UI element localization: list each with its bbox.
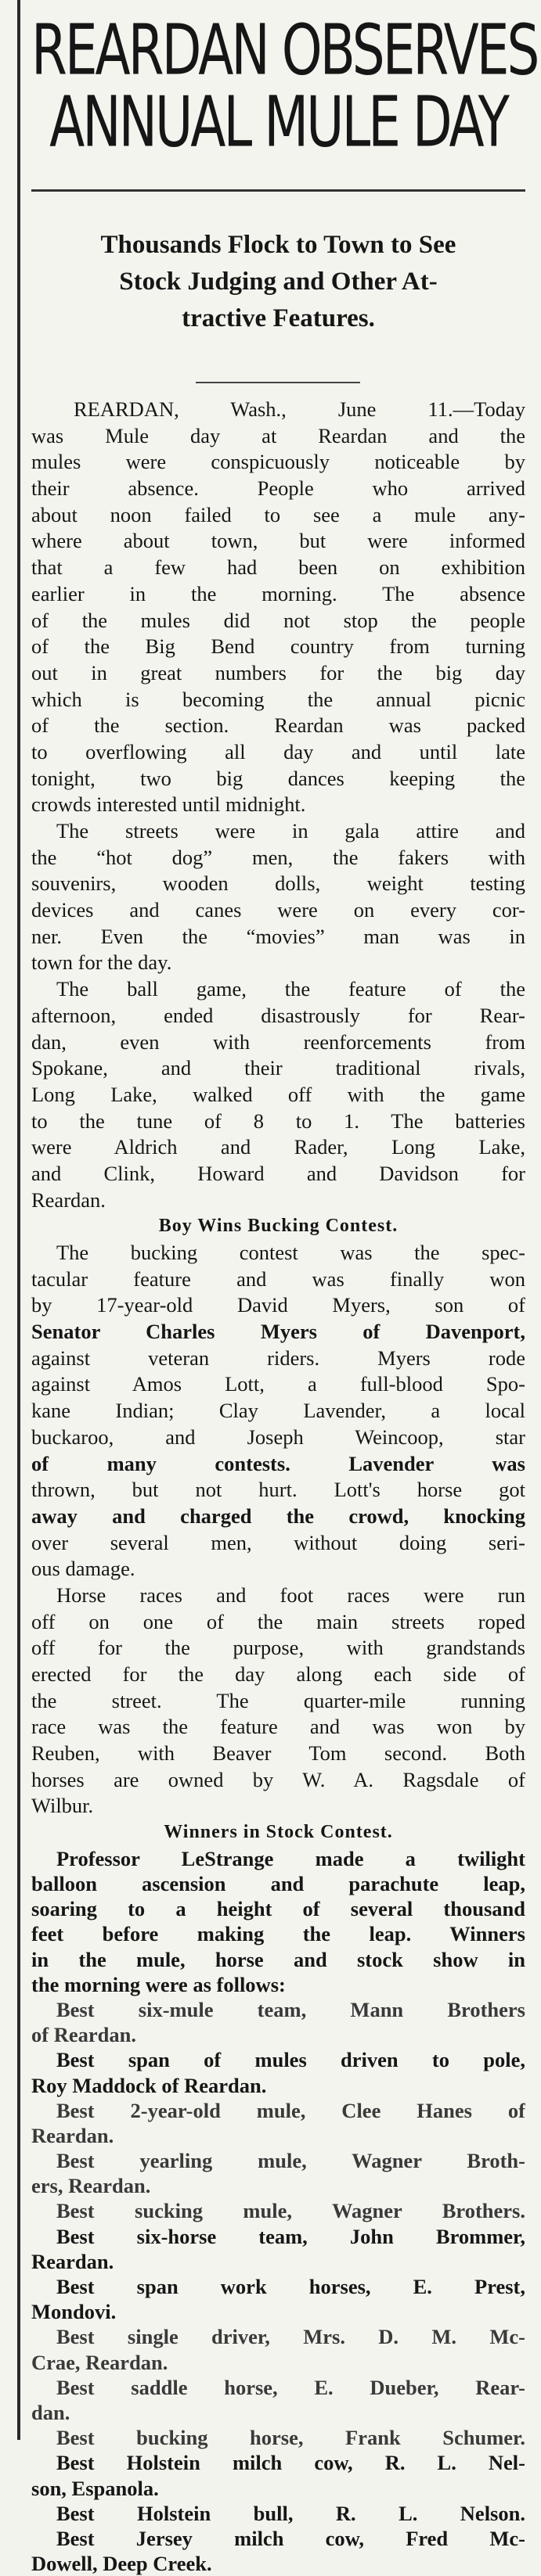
deck-line: Thousands Flock to Town to See: [100, 231, 456, 259]
body-line: soaring to a height of several thousand: [31, 1897, 525, 1921]
winner-entry: dan.: [31, 2400, 70, 2424]
winner-entry: Best Holstein milch cow, R. L. Nel-: [56, 2451, 525, 2475]
winner-entry: of Reardan.: [31, 2023, 136, 2047]
body-line: which is becoming the annual picnic: [31, 687, 525, 711]
winner-entry: Reardan.: [31, 2249, 114, 2273]
dateline: REARDAN, Wash., June 11.—Today: [74, 397, 525, 421]
winners-list: [31, 1846, 525, 2576]
winner-entry: Mondovi.: [31, 2300, 117, 2324]
headline-line-2: ANNUAL MULE DAY: [49, 81, 507, 163]
winner-entry: Best 2-year-old mule, Clee Hanes of: [56, 2098, 525, 2122]
body-line: The streets were in gala attire and: [56, 819, 525, 842]
subhead-bucking-contest: Boy Wins Bucking Contest.: [158, 1216, 399, 1237]
body-line: feet before making the leap. Winners: [31, 1922, 525, 1946]
body-line: souvenirs, wooden dolls, weight testing: [31, 871, 525, 896]
winner-entry: ers, Reardan.: [31, 2174, 151, 2198]
body-line: horses are owned by W. A. Ragsdale of: [31, 1767, 525, 1791]
body-line: crowds interested until midnight.: [31, 792, 306, 817]
body-line: Professor LeStrange made a twilight: [56, 1846, 525, 1870]
body-line: off on one of the main streets roped: [31, 1609, 525, 1633]
winner-entry: Best span of mules driven to pole,: [56, 2048, 525, 2072]
body-line: ous damage.: [31, 1557, 135, 1581]
body-line: where about town, but were informed: [31, 529, 525, 553]
subhead-stock-contest: Winners in Stock Contest.: [164, 1822, 393, 1843]
body-line: that a few had been on exhibition: [31, 555, 525, 580]
body-line: earlier in the morning. The absence: [31, 581, 525, 605]
body-line: ner. Even the “movies” man was in: [31, 924, 525, 948]
body-line: off for the purpose, with grandstands: [31, 1636, 525, 1660]
body-line: in the mule, horse and stock show in: [31, 1947, 525, 1971]
body-line: Reuben, with Beaver Tom second. Both: [31, 1741, 525, 1766]
body-line: the morning were as follows:: [31, 1972, 286, 1996]
headline-divider: [31, 189, 525, 192]
winner-entry: Best Jersey milch cow, Fred Mc-: [56, 2526, 525, 2550]
body-line: out in great numbers for the big day: [31, 660, 525, 684]
deck-line: Stock Judging and Other At-: [119, 268, 438, 296]
winner-entry: Best bucking horse, Frank Schumer.: [56, 2426, 525, 2450]
body-line: devices and canes were on every cor-: [31, 898, 525, 922]
body-line: Reardan.: [31, 1187, 106, 1212]
deck-divider: [196, 382, 360, 383]
winner-entry: Crae, Reardan.: [31, 2350, 168, 2374]
body-line: kane Indian; Clay Lavender, a local: [31, 1399, 525, 1423]
body-line: of many contests. Lavender was: [31, 1451, 525, 1475]
body-line: of the mules did not stop the people: [31, 608, 525, 632]
deck-subheadline: [31, 227, 525, 337]
body-line: tacular feature and was finally won: [31, 1266, 525, 1291]
body-line: against veteran riders. Myers rode: [31, 1345, 525, 1370]
body-line: afternoon, ended disastrously for Rear-: [31, 1003, 525, 1027]
body-line: to the tune of 8 to 1. The batteries: [31, 1108, 525, 1133]
deck-line: tractive Features.: [182, 304, 375, 332]
body-line: the “hot dog” men, the fakers with: [31, 845, 525, 869]
body-line: was Mule day at Reardan and the: [31, 423, 525, 447]
body-line: about noon failed to see a mule any-: [31, 502, 525, 526]
winner-entry: Best span work horses, E. Prest,: [56, 2275, 525, 2298]
body-line: buckaroo, and Joseph Weincoop, star: [31, 1425, 525, 1449]
body-line: tonight, two big dances keeping the: [31, 766, 525, 790]
body-line: of the section. Reardan was packed: [31, 713, 525, 738]
body-line: erected for the day along each side of: [31, 1662, 525, 1686]
body-line: over several men, without doing seri-: [31, 1530, 525, 1554]
body-line: balloon ascension and parachute leap,: [31, 1872, 525, 1895]
body-line: thrown, but not hurt. Lott's horse got: [31, 1478, 525, 1502]
winner-entry: Best Holstein bull, R. L. Nelson.: [56, 2501, 525, 2525]
winner-entry: Best six-horse team, John Brommer,: [56, 2224, 525, 2248]
body-line: The bucking contest was the spec-: [56, 1241, 525, 1264]
body-line: Wilbur.: [31, 1794, 94, 1818]
body-line: away and charged the crowd, knocking: [31, 1504, 525, 1528]
winner-entry: Reardan.: [31, 2123, 114, 2147]
body-line: of the Big Bend country from turning: [31, 634, 525, 659]
winner-entry: Best yearling mule, Wagner Broth-: [56, 2149, 525, 2173]
body-line: to overflowing all day and until late: [31, 739, 525, 763]
winner-entry: Best six-mule team, Mann Brothers: [56, 1997, 525, 2021]
body-line: Horse races and foot races were run: [56, 1583, 525, 1607]
body-line: race was the feature and was won by: [31, 1715, 525, 1739]
article-body: [31, 397, 525, 2576]
body-line: The ball game, the feature of the: [56, 977, 525, 1001]
winner-entry: Dowell, Deep Creek.: [31, 2552, 212, 2576]
headline-line-1: REARDAN OBSERVES: [31, 9, 538, 91]
body-line: Long Lake, walked off with the game: [31, 1082, 525, 1106]
winner-entry: Best single driver, Mrs. D. M. Mc-: [56, 2325, 525, 2349]
body-line: town for the day.: [31, 950, 172, 975]
article-column: [31, 9, 538, 2576]
body-line: against Amos Lott, a full-blood Spo-: [31, 1372, 525, 1396]
winner-entry: Best saddle horse, E. Dueber, Rear-: [56, 2375, 525, 2399]
winner-entry: son, Espanola.: [31, 2476, 159, 2500]
column-rule: [17, 0, 20, 2440]
winner-entry: Roy Maddock of Reardan.: [31, 2073, 267, 2097]
body-line: Senator Charles Myers of Davenport,: [31, 1320, 525, 1344]
body-line: the street. The quarter-mile running: [31, 1688, 525, 1712]
body-line: dan, even with reenforcements from: [31, 1029, 525, 1054]
body-line: and Clink, Howard and Davidson for: [31, 1161, 525, 1185]
body-line: by 17-year-old David Myers, son of: [31, 1293, 525, 1317]
winner-entry: Best sucking mule, Wagner Brothers.: [56, 2199, 525, 2223]
body-line: their absence. People who arrived: [31, 476, 525, 501]
body-line: mules were conspicuously noticeable by: [31, 450, 525, 474]
body-line: Spokane, and their traditional rivals,: [31, 1056, 525, 1080]
body-line: were Aldrich and Rader, Long Lake,: [31, 1135, 525, 1159]
